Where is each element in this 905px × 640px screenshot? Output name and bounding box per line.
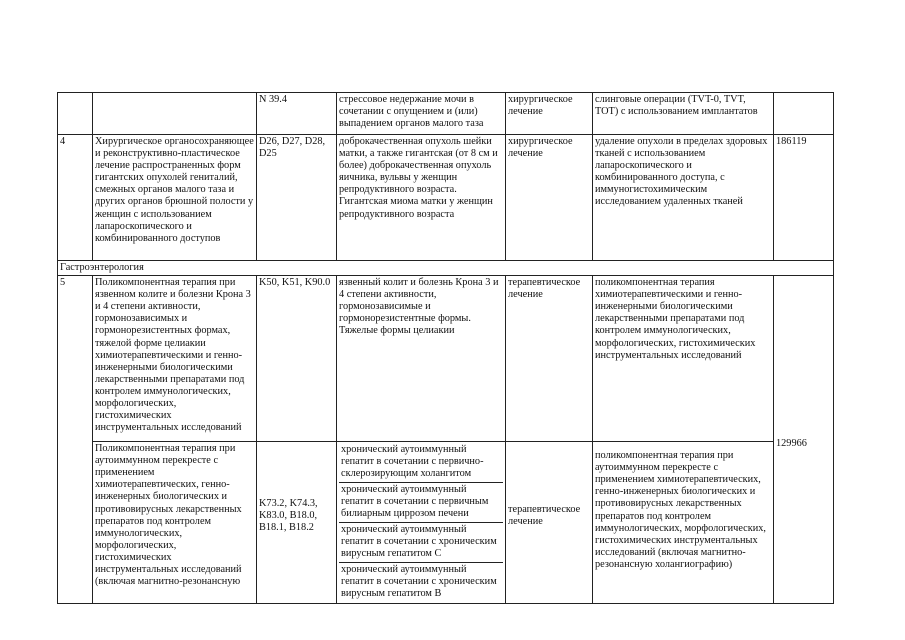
price: [774, 276, 834, 604]
row-number: 5: [58, 276, 93, 604]
treatment-method: слинговые операции (TVT-0, TVT, TOT) с использованием имплантатов: [593, 93, 774, 135]
model-list: [339, 443, 503, 602]
treatment-table: [57, 92, 834, 604]
treatment-type: терапевтическое лечение: [506, 442, 593, 604]
method-name: Поликомпонентная терапия при язвенном колите и болезни Крона 3 и 4 степени активности, гормонозависимых и гормонорезистентных формах, тяжелой форме целиакии химиотерапевтическими и генно-инженерными биологическими лекарственными препаратами под контролем иммунологических, морфологических, гистохимических инструментальных исследований: [93, 276, 257, 442]
price-value: 129966: [776, 438, 807, 450]
table-row: [58, 135, 834, 261]
method-name: Поликомпонентная терапия при аутоиммунном перекресте с применением химиотерапевтических, генно-инженерных биологических и противовирусных лекарственных препаратов под контролем иммунологических, морфологических, гистохимических инструментальных исследований (включая магнитно-резонансную: [93, 442, 257, 604]
patient-model: язвенный колит и болезнь Крона 3 и 4 степени активности, гормонозависимые и гормонорезистентные формы. Тяжелые формы целиакии: [337, 276, 506, 442]
patient-model: хронический аутоиммунный гепатит в сочетании с первично-склерозирующим холангитом: [341, 444, 484, 480]
table-row: [58, 276, 834, 442]
row-number: [58, 93, 93, 135]
section-title: Гастроэнтерология: [58, 261, 834, 276]
table-row: [58, 442, 834, 604]
icd-codes: K50, K51, K90.0: [257, 276, 337, 442]
patient-model: стрессовое недержание мочи в сочетании с опущением и (или) выпадением органов малого таза: [337, 93, 506, 135]
section-row: [58, 261, 834, 276]
icd-codes: K73.2, K74.3, K83.0, B18.0, B18.1, B18.2: [257, 442, 337, 604]
treatment-method: поликомпонентная терапия при аутоиммунном перекресте с применением химиотерапевтических, генно-инженерных биологических и противовирусных лекарственных препаратов под контролем иммунологических, морфологических, гистохимических инструментальных исследований (включая магнитно-резонансную холангиографию): [593, 442, 774, 604]
patient-model: хронический аутоиммунный гепатит в сочетании с хроническим вирусным гепатитом B: [339, 562, 503, 602]
row-number: 4: [58, 135, 93, 261]
patient-model: хронический аутоиммунный гепатит в сочетании с первичным билиарным циррозом печени: [339, 482, 503, 522]
treatment-type: терапевтическое лечение: [506, 276, 593, 442]
price: 186119: [774, 135, 834, 261]
icd-codes: N 39.4: [257, 93, 337, 135]
treatment-type: хирургическое лечение: [506, 93, 593, 135]
treatment-method: поликомпонентная терапия химиотерапевтическими и генно-инженерными биологическими лекарственными препаратами под контролем иммунологических, морфологических, гистохимических инструментальных исследований: [593, 276, 774, 442]
table-row: [58, 93, 834, 135]
patient-model: доброкачественная опухоль шейки матки, а также гигантская (от 8 см и более) доброкачественная опухоль яичника, вульвы у женщин репродуктивного возраста. Гигантская миома матки у женщин репродуктивного возраста: [337, 135, 506, 261]
treatment-type: хирургическое лечение: [506, 135, 593, 261]
method-name: Хирургическое органосохраняющее и реконструктивно-пластическое лечение распространенных форм гигантских опухолей гениталий, смежных органов малого таза и других органов брюшной полости у женщин с использованием лапароскопического и комбинированного доступов: [93, 135, 257, 261]
patient-model: хронический аутоиммунный гепатит в сочетании с хроническим вирусным гепатитом C: [339, 522, 503, 562]
price: [774, 93, 834, 135]
patient-model-stack: [337, 442, 506, 604]
treatment-method: удаление опухоли в пределах здоровых тканей с использованием лапароскопического и комбинированного доступа, с иммуногистохимическим исследованием удаленных тканей: [593, 135, 774, 261]
method-name: [93, 93, 257, 135]
icd-codes: D26, D27, D28, D25: [257, 135, 337, 261]
